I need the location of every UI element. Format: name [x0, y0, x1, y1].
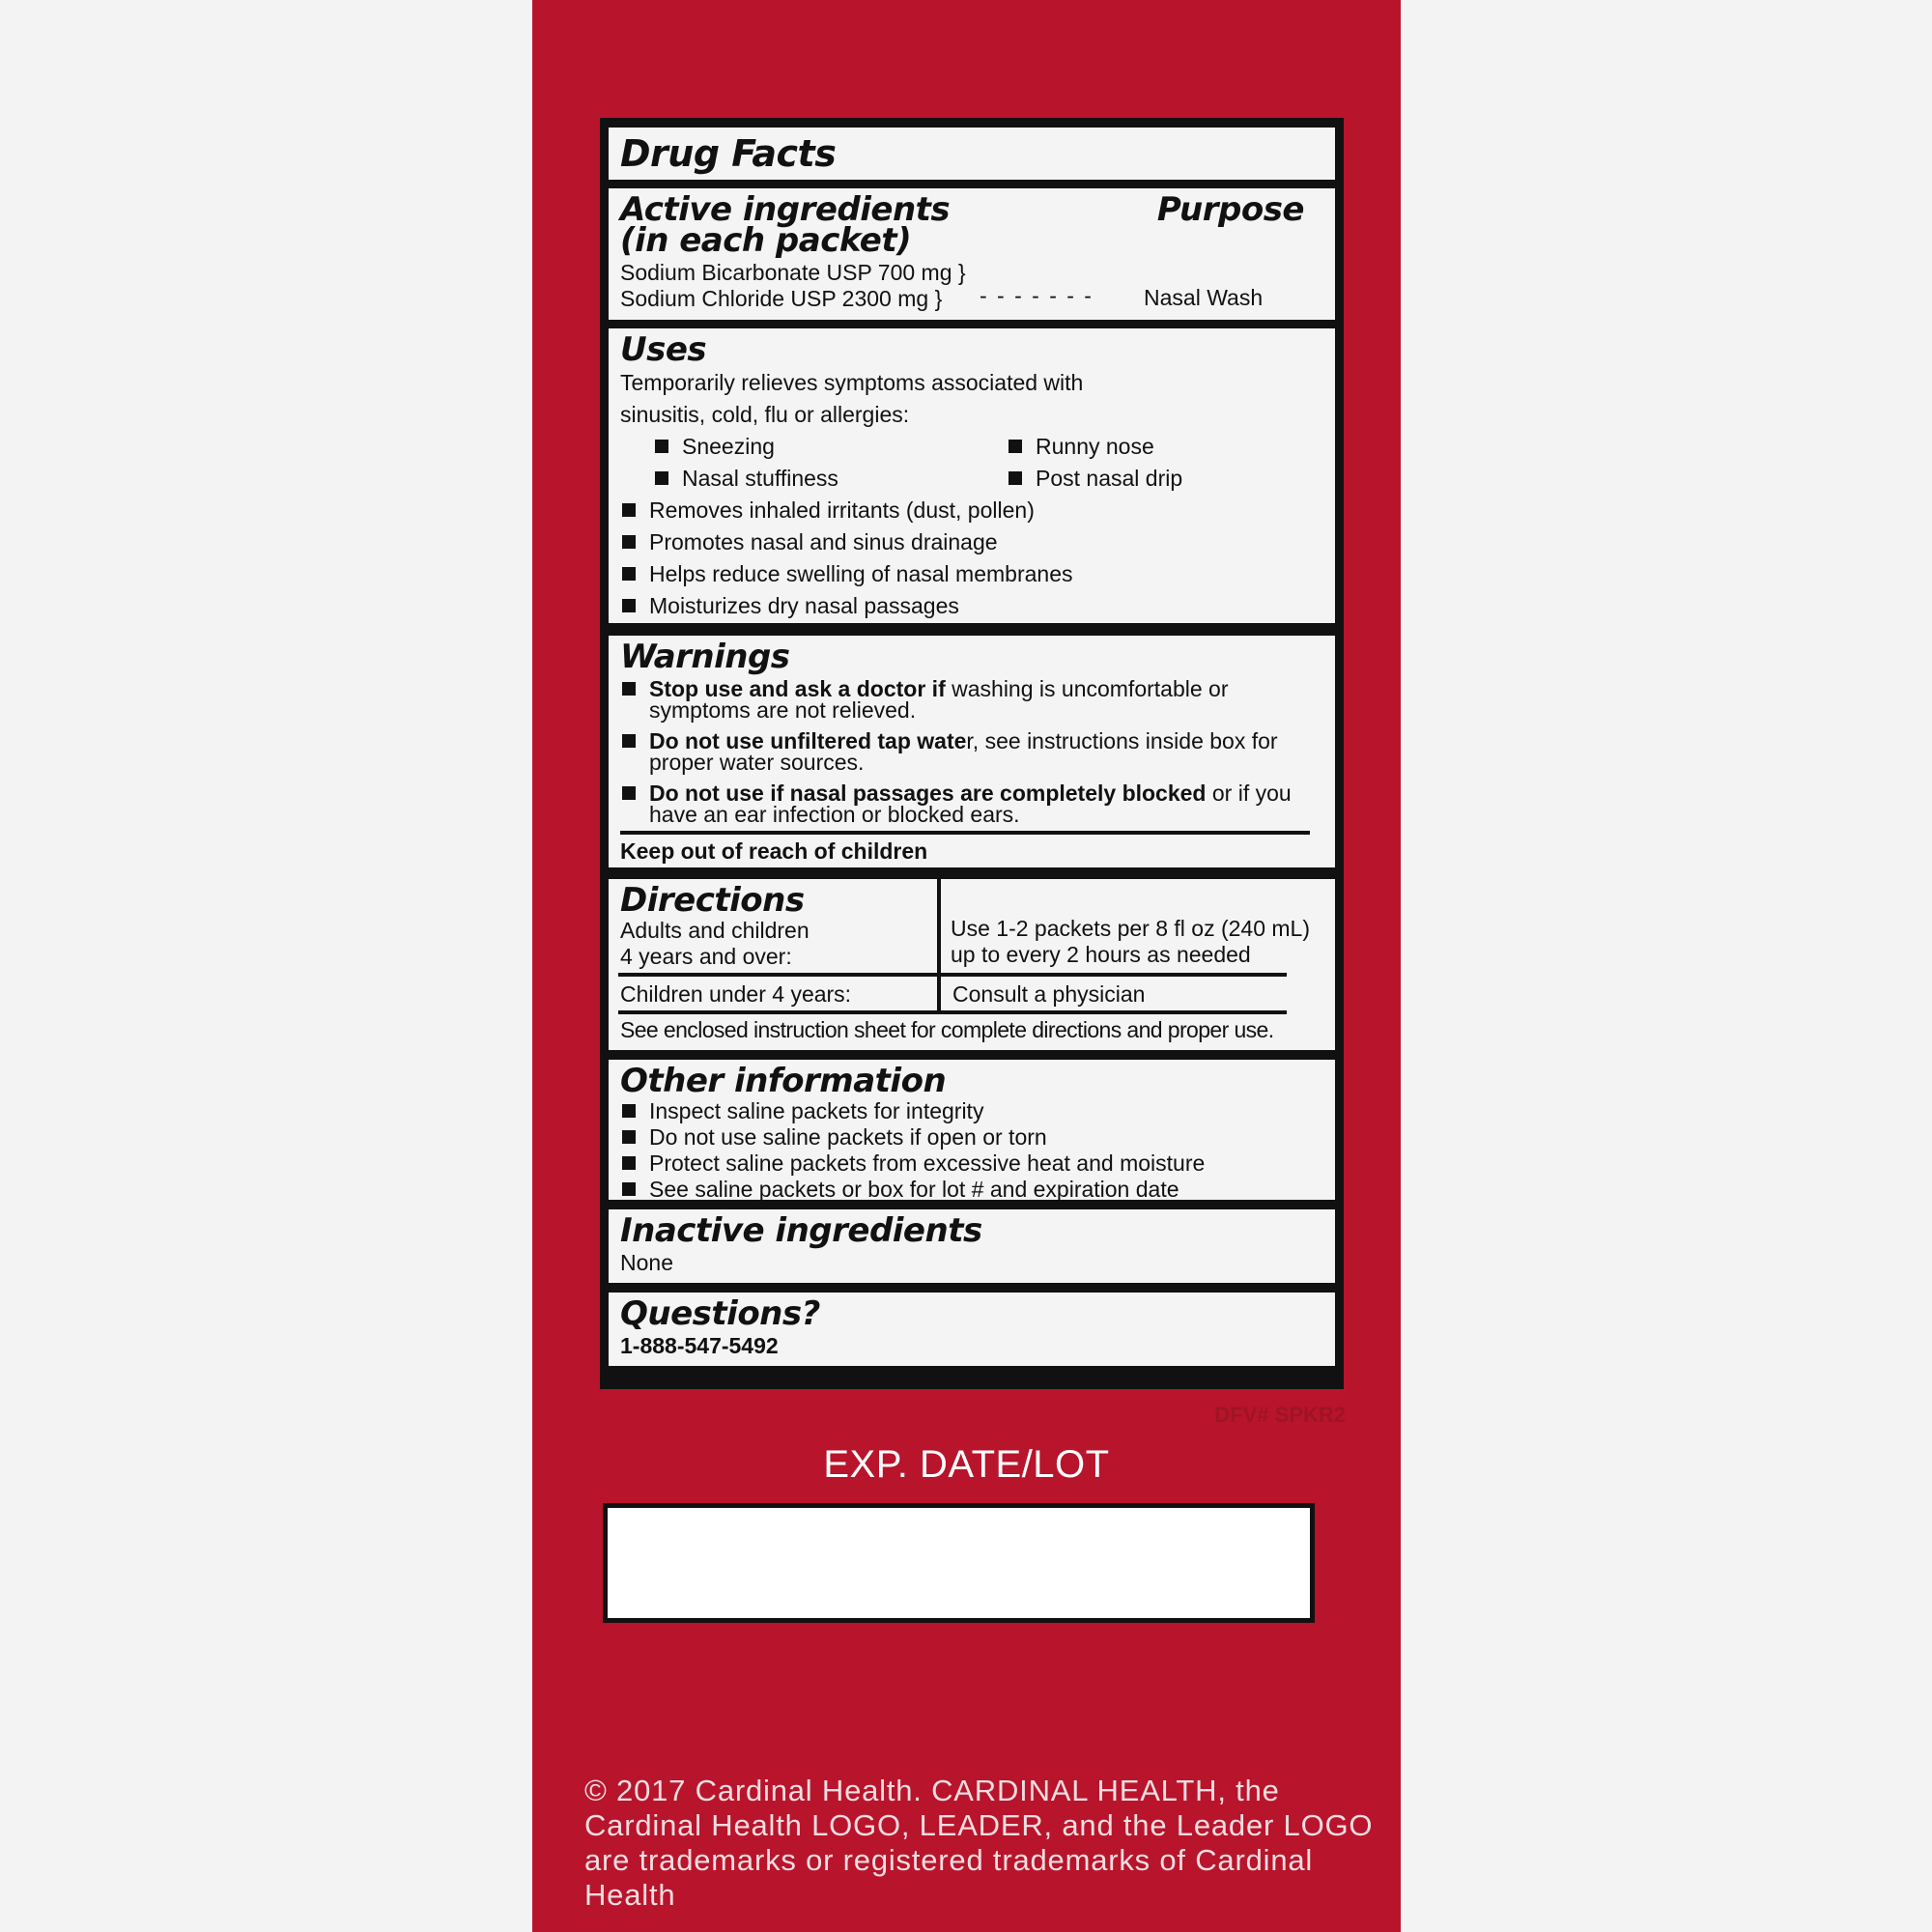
warning-item [620, 782, 1323, 825]
directions-children-dose: Consult a physician [952, 981, 1146, 1007]
warning-text: washing is uncomfortable or symptoms are not relieved. [649, 676, 1229, 723]
warning-bold: Stop use and ask a doctor if [649, 676, 946, 701]
symptoms-grid [620, 431, 1323, 495]
inactive-ingredients-section [609, 1209, 1335, 1283]
warning-text: r, see instructions inside box for proper water sources. [649, 728, 1278, 775]
warnings-divider [620, 831, 1310, 835]
other-information-section [609, 1060, 1335, 1200]
questions-phone: 1-888-547-5492 [620, 1333, 779, 1358]
symptom-item: Post nasal drip [1007, 463, 1182, 495]
exp-date-lot-box [603, 1503, 1315, 1623]
drug-facts-title: Drug Facts [620, 132, 837, 175]
active-ingredients-subheading: (in each packet) [620, 221, 912, 260]
directions-adults-line2: 4 years and over: [620, 944, 792, 969]
uses-item: Helps reduce swelling of nasal membranes [620, 558, 1323, 590]
symptom-item: Runny nose [1007, 431, 1154, 463]
directions-right-col [951, 916, 1310, 968]
keep-out-of-reach: Keep out of reach of children [620, 838, 928, 864]
purpose-heading: Purpose [1156, 190, 1304, 229]
directions-row-divider [618, 973, 1287, 977]
directions-heading: Directions [620, 881, 805, 920]
symptom-item: Nasal stuffiness [653, 463, 838, 495]
uses-item: Promotes nasal and sinus drainage [620, 526, 1323, 558]
uses-item: Removes inhaled irritants (dust, pollen) [620, 495, 1323, 526]
other-information-item: Do not use saline packets if open or torn [620, 1124, 1323, 1151]
other-information-item: See saline packets or box for lot # and expiration date [620, 1177, 1323, 1203]
uses-intro-line2: sinusitis, cold, flu or allergies: [620, 402, 910, 427]
directions-adults-dose-line2: up to every 2 hours as needed [951, 942, 1251, 967]
other-information-heading: Other information [620, 1062, 947, 1100]
purpose-nasal-wash: Nasal Wash [1144, 285, 1264, 310]
uses-heading: Uses [620, 330, 707, 369]
warning-text: or if you have an ear infection or blocked ears. [649, 781, 1292, 827]
ingredient-sodium-bicarbonate: Sodium Bicarbonate USP 700 mg } [620, 260, 966, 285]
exp-date-lot-label: EXP. DATE/LOT [823, 1443, 1110, 1486]
inactive-ingredients-value: None [620, 1250, 673, 1275]
directions-section [609, 879, 1335, 1050]
questions-heading: Questions? [620, 1294, 820, 1333]
copyright-notice: © 2017 Cardinal Health. CARDINAL HEALTH, the Cardinal Health LOGO, LEADER, and the Leader LOGO are trademarks or registered trademarks of Cardinal Health [584, 1774, 1374, 1912]
other-information-item: Inspect saline packets for integrity [620, 1098, 1323, 1124]
drug-facts-title-section [609, 128, 1335, 180]
uses-item: Moisturizes dry nasal passages [620, 590, 1323, 622]
uses-section [609, 328, 1335, 623]
uses-intro-line1: Temporarily relieves symptoms associated with [620, 370, 1084, 395]
symptom-item: Sneezing [653, 431, 775, 463]
questions-section [609, 1293, 1335, 1366]
warning-bold: Do not use unfiltered tap wate [649, 728, 967, 753]
warning-item [620, 678, 1323, 721]
warnings-heading: Warnings [620, 638, 790, 676]
purpose-leader: - - - - - - - [980, 283, 1094, 308]
active-ingredients-section [609, 188, 1335, 320]
directions-column-divider [937, 879, 941, 1010]
directions-adults-line1: Adults and children [620, 918, 810, 943]
directions-left-col [620, 883, 810, 970]
ingredient-sodium-chloride: Sodium Chloride USP 2300 mg } [620, 286, 943, 311]
dfv-code: DFV# SPKR2 [1214, 1403, 1346, 1427]
warnings-section [609, 636, 1335, 867]
directions-note: See enclosed instruction sheet for complete directions and proper use. [620, 1017, 1274, 1042]
inactive-ingredients-heading: Inactive ingredients [620, 1211, 982, 1250]
warning-item [620, 730, 1323, 773]
warning-bold: Do not use if nasal passages are completely blocked [649, 781, 1207, 806]
directions-adults-dose-line1: Use 1-2 packets per 8 fl oz (240 mL) [951, 916, 1310, 941]
package-panel [532, 0, 1401, 1932]
directions-children-label: Children under 4 years: [620, 981, 852, 1007]
active-ingredients-heading: Active ingredients [620, 190, 951, 229]
drug-facts-panel [600, 118, 1344, 1389]
other-information-item: Protect saline packets from excessive heat and moisture [620, 1151, 1323, 1177]
directions-note-divider [618, 1010, 1287, 1014]
